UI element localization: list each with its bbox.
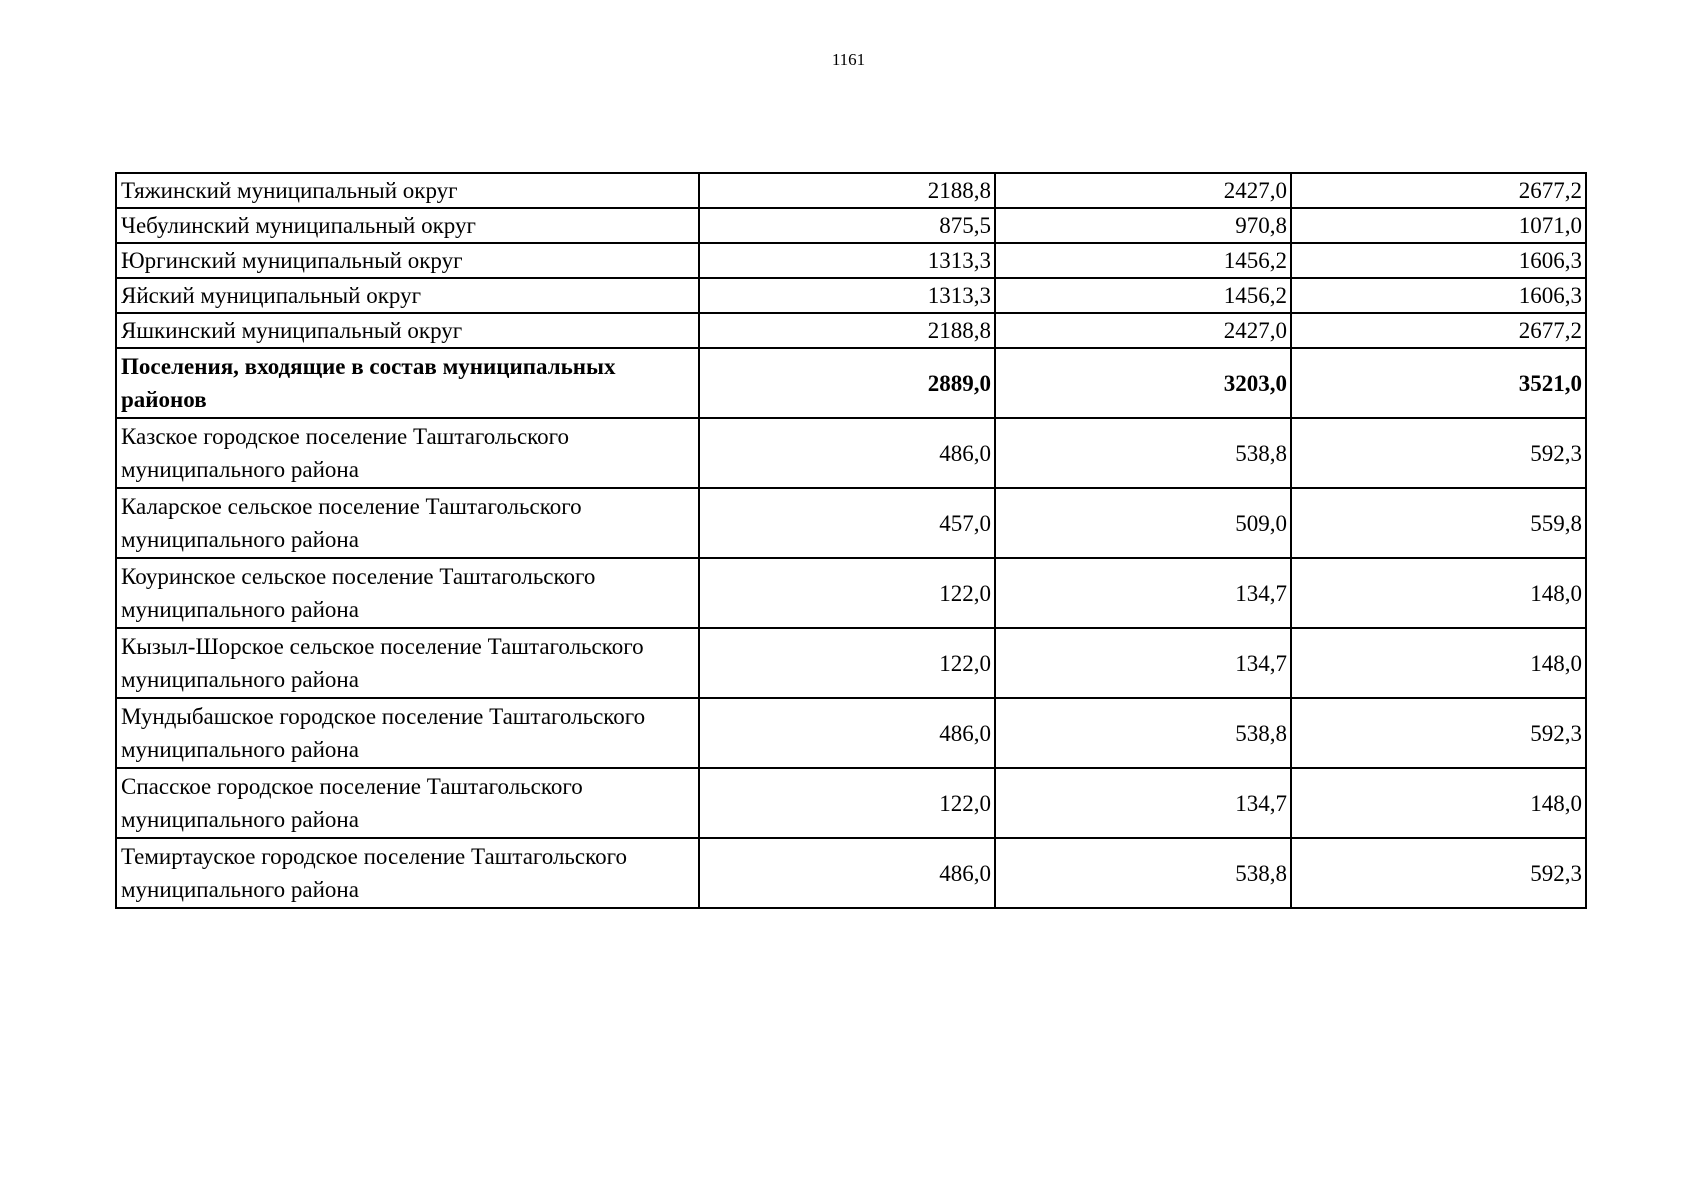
row-value-3: 1606,3 [1291, 243, 1586, 278]
table-row [116, 243, 1586, 278]
table-row-subtotal [116, 348, 1586, 418]
row-value-2: 3203,0 [995, 348, 1291, 418]
row-name: Коуринское сельское поселение Таштагольского муниципального района [116, 558, 699, 628]
row-name: Мундыбашское городское поселение Таштагольского муниципального района [116, 698, 699, 768]
row-value-1: 875,5 [699, 208, 995, 243]
row-name: Юргинский муниципальный округ [116, 243, 699, 278]
table-row [116, 313, 1586, 348]
page-number: 1161 [831, 50, 866, 69]
row-value-1: 1313,3 [699, 278, 995, 313]
row-value-2: 509,0 [995, 488, 1291, 558]
row-value-3: 148,0 [1291, 768, 1586, 838]
row-value-3: 1606,3 [1291, 278, 1586, 313]
row-value-3: 2677,2 [1291, 313, 1586, 348]
row-name: Кызыл-Шорское сельское поселение Таштагольского муниципального района [116, 628, 699, 698]
row-value-2: 134,7 [995, 558, 1291, 628]
row-value-2: 2427,0 [995, 313, 1291, 348]
row-value-3: 592,3 [1291, 418, 1586, 488]
row-value-1: 1313,3 [699, 243, 995, 278]
table-row [116, 278, 1586, 313]
row-name: Яйский муниципальный округ [116, 278, 699, 313]
row-name: Тяжинский муниципальный округ [116, 173, 699, 208]
table-row [116, 208, 1586, 243]
row-value-1: 122,0 [699, 558, 995, 628]
row-value-1: 2889,0 [699, 348, 995, 418]
row-value-1: 457,0 [699, 488, 995, 558]
budget-table [115, 172, 1587, 909]
row-name: Чебулинский муниципальный округ [116, 208, 699, 243]
row-value-2: 1456,2 [995, 243, 1291, 278]
row-value-2: 538,8 [995, 418, 1291, 488]
row-name: Казское городское поселение Таштагольского муниципального района [116, 418, 699, 488]
row-value-1: 122,0 [699, 628, 995, 698]
row-value-1: 2188,8 [699, 313, 995, 348]
table-row [116, 558, 1586, 628]
row-value-1: 122,0 [699, 768, 995, 838]
table-row [116, 838, 1586, 908]
table-row [116, 488, 1586, 558]
row-value-3: 148,0 [1291, 628, 1586, 698]
row-value-3: 592,3 [1291, 838, 1586, 908]
row-value-2: 1456,2 [995, 278, 1291, 313]
table-row [116, 768, 1586, 838]
row-value-1: 486,0 [699, 698, 995, 768]
row-value-2: 970,8 [995, 208, 1291, 243]
row-value-1: 2188,8 [699, 173, 995, 208]
row-name: Каларское сельское поселение Таштагольского муниципального района [116, 488, 699, 558]
table-row [116, 628, 1586, 698]
row-value-3: 2677,2 [1291, 173, 1586, 208]
row-value-2: 134,7 [995, 628, 1291, 698]
row-value-3: 559,8 [1291, 488, 1586, 558]
table-row [116, 173, 1586, 208]
row-value-1: 486,0 [699, 838, 995, 908]
row-value-3: 3521,0 [1291, 348, 1586, 418]
row-name: Поселения, входящие в состав муниципальных районов [116, 348, 699, 418]
row-value-1: 486,0 [699, 418, 995, 488]
table-row [116, 418, 1586, 488]
row-value-2: 2427,0 [995, 173, 1291, 208]
row-value-3: 148,0 [1291, 558, 1586, 628]
row-value-2: 538,8 [995, 698, 1291, 768]
row-value-2: 134,7 [995, 768, 1291, 838]
row-value-3: 1071,0 [1291, 208, 1586, 243]
row-value-2: 538,8 [995, 838, 1291, 908]
row-value-3: 592,3 [1291, 698, 1586, 768]
row-name: Темиртауское городское поселение Таштагольского муниципального района [116, 838, 699, 908]
row-name: Яшкинский муниципальный округ [116, 313, 699, 348]
table-row [116, 698, 1586, 768]
row-name: Спасское городское поселение Таштагольского муниципального района [116, 768, 699, 838]
